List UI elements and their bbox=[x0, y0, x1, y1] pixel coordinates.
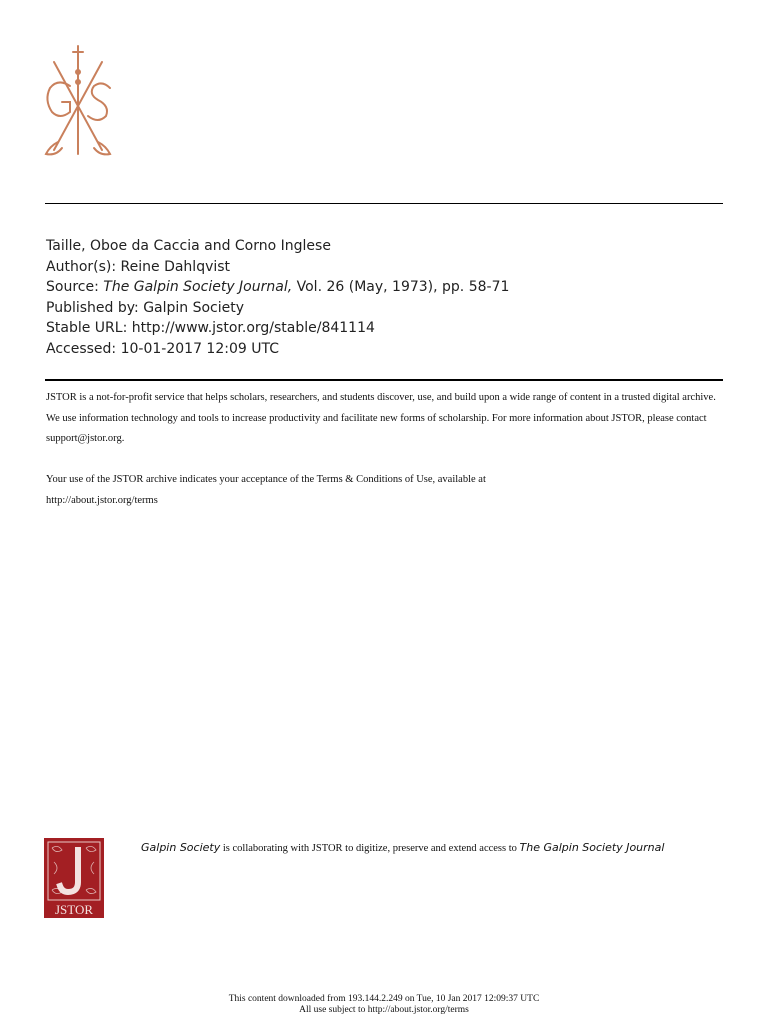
source-row bbox=[46, 277, 509, 298]
publisher-row bbox=[46, 298, 509, 319]
collaboration-text: is collaborating with JSTOR to digitize, preserve and extend access to bbox=[220, 843, 520, 854]
author-label: Author(s): bbox=[46, 258, 117, 275]
jstor-logo-icon bbox=[44, 838, 104, 918]
author-row bbox=[46, 257, 509, 278]
terms-link[interactable]: http://about.jstor.org/terms bbox=[46, 494, 158, 506]
galpin-society-monogram-icon bbox=[40, 42, 120, 160]
journal-name: The Galpin Society Journal bbox=[519, 841, 665, 854]
accessed-label: Accessed: bbox=[46, 340, 117, 357]
author-name: Reine Dahlqvist bbox=[120, 258, 231, 275]
publisher-name: Galpin Society bbox=[143, 299, 245, 316]
top-divider bbox=[45, 203, 723, 204]
source-details: Vol. 26 (May, 1973), pp. 58-71 bbox=[296, 279, 510, 296]
accessed-date: 10-01-2017 12:09 UTC bbox=[120, 340, 279, 357]
society-name: Galpin Society bbox=[141, 841, 221, 854]
download-footer bbox=[0, 994, 768, 1015]
bottom-divider bbox=[45, 379, 723, 381]
accessed-row bbox=[46, 339, 509, 360]
stable-url-row bbox=[46, 318, 509, 339]
citation-block bbox=[46, 236, 509, 360]
notice-paragraph-1: JSTOR is a not-for-profit service that helps scholars, researchers, and students discover, use, and build upon a wide range of content in a trusted digital archive. We use information technology and tools to increase productivity and facilitate new forms of scholarship. For more information about JSTOR, please contact support@jstor.org. bbox=[46, 392, 716, 444]
terms-sentence: Your use of the JSTOR archive indicates your acceptance of the Terms & Conditions of Use, available at bbox=[46, 474, 486, 485]
jstor-notice bbox=[46, 388, 726, 511]
source-label: Source: bbox=[46, 279, 99, 296]
stable-url-link[interactable]: http://www.jstor.org/stable/841114 bbox=[131, 320, 375, 337]
download-info: This content downloaded from 193.144.2.249 on Tue, 10 Jan 2017 12:09:37 UTC bbox=[228, 994, 540, 1004]
article-title: Taille, Oboe da Caccia and Corno Inglese bbox=[46, 238, 331, 254]
notice-paragraph-2 bbox=[46, 470, 726, 511]
source-journal: The Galpin Society Journal, bbox=[103, 279, 293, 296]
terms-footer: All use subject to http://about.jstor.org/terms bbox=[299, 1004, 469, 1015]
collaboration-statement bbox=[141, 841, 701, 855]
stable-url-label: Stable URL: bbox=[46, 320, 128, 337]
jstor-logo-text: JSTOR bbox=[54, 902, 94, 917]
publisher-label: Published by: bbox=[46, 299, 139, 316]
